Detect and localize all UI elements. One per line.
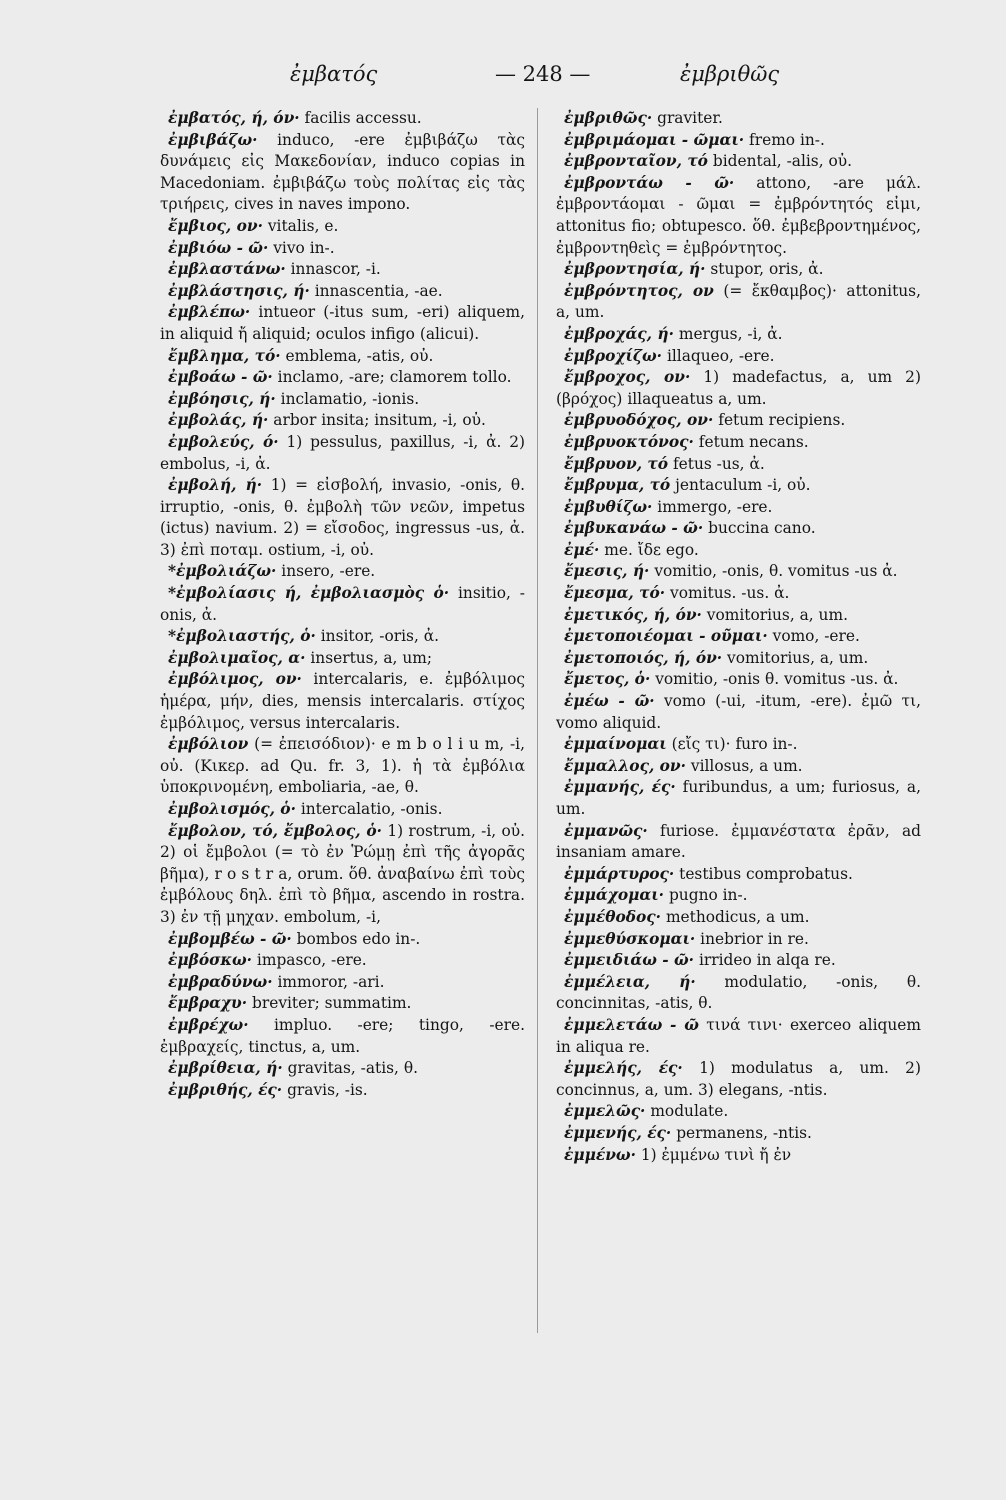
dictionary-entry [556, 583, 921, 605]
entry-definition: immoror, -ari. [277, 972, 385, 991]
entry-headword: ἐμβόλιμος, ον· [168, 670, 302, 689]
dictionary-entry [556, 1058, 921, 1101]
dictionary-entry [556, 454, 921, 476]
dictionary-entry [556, 410, 921, 432]
entry-definition: vitalis, e. [267, 216, 339, 235]
entry-definition: attono, -are μάλ. ἐμβροντάομαι - ῶμαι = ἐμβρόντητός εἰμι, attonitus fio; obtupesco. ὅθ. ἐμβεβροντημένος, ἐμβροντηθεὶς = ἐμβρόντητος. [556, 173, 921, 257]
entry-definition: fetum necans. [698, 432, 809, 451]
entry-headword: ἔμετος, ὁ· [564, 670, 651, 689]
entry-headword: ἐμβροχίζω· [564, 346, 663, 365]
entry-definition: testibus comprobatus. [679, 864, 853, 883]
entry-definition: (= ἐπεισόδιον)· e m b o l i u m, -i, οὐ. (Κικερ. ad Qu. fr. 3, 1). ἡ τὰ ἐμβόλια ὑποκρινομένη, emboliaria, -ae, θ. [160, 735, 525, 797]
entry-definition: vivo in-. [273, 238, 335, 257]
entry-definition: buccina cano. [708, 519, 816, 538]
entry-headword: ἐμβλάστησις, ή· [168, 281, 310, 300]
dictionary-entry [160, 238, 525, 260]
dictionary-entry [556, 885, 921, 907]
entry-headword: ἐμετοποιέομαι - οῦμαι· [564, 627, 768, 646]
entry-definition: impasco, -ere. [256, 951, 367, 970]
dictionary-entry [556, 821, 921, 864]
entry-definition: modulatio, -onis, θ. concinnitas, -atis, θ. [556, 972, 921, 1013]
dictionary-entry [556, 1123, 921, 1145]
entry-headword: ἐμβροντησία, ή· [564, 260, 706, 279]
column-divider [537, 108, 538, 1333]
entry-definition: 1) madefactus, a, um 2) (βρόχος) illaqueatus a, um. [556, 368, 921, 408]
entry-definition: furibundus, a um; furiosus, a, um. [556, 778, 921, 818]
entry-headword: ἐμμειδιάω - ῶ· [564, 951, 695, 970]
dictionary-entry [556, 907, 921, 929]
entry-definition: 1) modulatus a, um. 2) concinnus, a, um. 3) elegans, -ntis. [556, 1059, 921, 1099]
entry-headword: ἐμβατός, ή, όν· [168, 109, 300, 127]
dictionary-entry [160, 130, 525, 216]
dictionary-entry [556, 324, 921, 346]
entry-definition: innascor, -i. [290, 260, 381, 279]
page-header [150, 62, 920, 96]
dictionary-entry [160, 929, 525, 951]
dictionary-entry [160, 432, 525, 475]
dictionary-entry [556, 497, 921, 519]
entry-headword: ἐμβραδύνω· [168, 972, 273, 991]
entry-headword: ἐμβρυοδόχος, ον· [564, 411, 714, 430]
dictionary-entry [556, 950, 921, 972]
entry-headword: ἐμβόησις, ή· [168, 389, 276, 408]
entry-headword: ἔμβρυον, τό [564, 454, 669, 473]
entry-headword: ἐμετοποιός, ή, όν· [564, 648, 723, 667]
entry-definition: modulate. [650, 1102, 729, 1121]
entry-headword: ἔμβλημα, τό· [168, 346, 281, 365]
dictionary-entry [556, 281, 921, 324]
entry-headword: ἐμβυθίζω· [564, 497, 653, 516]
entry-definition: vomitorius, a, um. [727, 648, 869, 667]
entry-definition: insitor, -oris, ἀ. [320, 627, 440, 646]
entry-definition: emblema, -atis, οὐ. [285, 346, 434, 365]
entry-definition: facilis accessu. [304, 109, 422, 127]
entry-definition: 1) rostrum, -i, οὐ. 2) οἱ ἔμβολοι (= τὸ ἐν Ῥώμῃ ἐπὶ τῆς ἀγορᾶς βῆμα), r o s t r a, orum. ὅθ. ἀναβαίνω ἐπὶ τοὺς ἐμβόλους δηλ. ἐπὶ τὸ βῆμα, ascendo in rostra. 3) ἐν τῇ μηχαν. embolum, -i, [160, 821, 525, 926]
entry-definition: induco, -ere ἐμβιβάζω τὰς δυνάμεις εἰς Μακεδονίαν, induco copias in Macedoniam. ἐμβιβάζω τοὺς πολίτας εἰς τὰς τριήρεις, cives in naves impono. [160, 130, 525, 214]
dictionary-entry [160, 302, 525, 345]
dictionary-entry [160, 346, 525, 368]
entry-definition: bombos edo in-. [296, 929, 421, 948]
entry-definition: insero, -ere. [281, 562, 376, 581]
header-right-headword: ἐμβριθῶς [680, 62, 780, 86]
entry-headword: ἐμβριθῶς· [564, 109, 653, 127]
dictionary-entry [556, 864, 921, 886]
dictionary-entry [556, 756, 921, 778]
entry-definition: arbor insita; insitum, -i, οὐ. [273, 411, 486, 430]
entry-definition: insitio, -onis, ἀ. [160, 584, 525, 624]
entry-headword: ἐμβρόντητος, ον [564, 281, 714, 300]
entry-definition: 1) pessulus, paxillus, -i, ἀ. 2) embolus, -i, ἀ. [160, 432, 525, 473]
entry-headword: ἐμβόλιον [168, 735, 249, 754]
entry-definition: permanens, -ntis. [676, 1123, 812, 1142]
entry-headword: ἐμμένω· [564, 1145, 636, 1164]
dictionary-entry [556, 259, 921, 281]
dictionary-entry [556, 1145, 921, 1167]
entry-headword: ἐμβρονταῖον, τό [564, 152, 708, 171]
entry-headword: ἐμβολεύς, ό· [168, 432, 279, 451]
entry-headword: ἔμβιος, ον· [168, 216, 263, 235]
dictionary-entry [160, 410, 525, 432]
entry-headword: ἐμμεθύσκομαι· [564, 929, 696, 948]
entry-headword: ἐμβριθής, ές· [168, 1080, 283, 1099]
dictionary-entry [160, 583, 525, 626]
dictionary-entry [160, 1015, 525, 1058]
entry-headword: ἐμβολάς, ή· [168, 411, 269, 430]
entry-definition: fetum recipiens. [718, 411, 846, 430]
entry-headword: ἐμμελῶς· [564, 1102, 646, 1121]
entry-definition: innascentia, -ae. [314, 281, 443, 300]
dictionary-entry [160, 648, 525, 670]
entry-headword: ἐμβλέπω· [168, 303, 251, 322]
entry-headword: ἐμβρίθεια, ή· [168, 1059, 283, 1078]
entry-definition: graviter. [657, 109, 723, 127]
entry-definition: vomo, -ere. [772, 627, 860, 646]
page-number: — 248 — [495, 62, 591, 86]
entry-headword: ἐμμανής, ές· [564, 778, 676, 797]
entry-headword: ἔμβολον, τό, ἔμβολος, ὁ· [168, 821, 382, 840]
dictionary-entry [556, 777, 921, 820]
dictionary-entry [556, 432, 921, 454]
entry-definition: immergo, -ere. [657, 497, 773, 516]
entry-definition: inclamatio, -ionis. [280, 389, 420, 408]
entry-headword: ἔμεσις, ή· [564, 562, 650, 581]
left-column [160, 108, 525, 1101]
entry-definition: irrideo in alqa re. [698, 951, 836, 970]
dictionary-entry [556, 929, 921, 951]
header-left-headword: ἐμβατός [290, 62, 378, 86]
dictionary-entry [160, 950, 525, 972]
entry-definition: vomitio, -onis θ. vomitus -us. ἀ. [655, 670, 899, 689]
dictionary-entry [160, 561, 525, 583]
entry-headword: *ἐμβολίασις ή, ἐμβολιασμὸς ὁ· [168, 584, 450, 603]
dictionary-entry [556, 1015, 921, 1058]
entry-headword: ἐμμάρτυρος· [564, 864, 675, 883]
entry-headword: ἐμβολή, ή· [168, 476, 263, 495]
entry-definition: villosus, a um. [690, 756, 803, 775]
entry-definition: vomitio, -onis, θ. vomitus -us ἀ. [654, 562, 898, 581]
entry-definition: bidental, -alis, οὐ. [712, 152, 852, 171]
dictionary-entry [160, 669, 525, 734]
entry-definition: illaqueo, -ere. [666, 346, 775, 365]
entry-headword: ἐμβοάω - ῶ· [168, 368, 273, 387]
right-column [556, 108, 921, 1166]
entry-definition: gravitas, -atis, θ. [287, 1059, 418, 1078]
dictionary-entry [556, 1101, 921, 1123]
entry-definition: inebrior in re. [700, 929, 809, 948]
entry-headword: ἐμμαίνομαι [564, 735, 667, 754]
dictionary-entry [556, 130, 921, 152]
entry-headword: ἐμέ· [564, 540, 600, 559]
dictionary-entry [556, 648, 921, 670]
entry-headword: ἐμβριμάομαι - ῶμαι· [564, 130, 745, 149]
entry-headword: ἐμμάχομαι· [564, 886, 665, 905]
entry-definition: τινά τινι· exerceo aliquem in aliqua re. [556, 1015, 921, 1056]
entry-headword: ἔμεσμα, τό· [564, 584, 666, 603]
entry-headword: ἐμμέθοδος· [564, 907, 662, 926]
dictionary-entry [556, 151, 921, 173]
dictionary-entry [160, 1080, 525, 1102]
dictionary-entry [556, 561, 921, 583]
entry-definition: methodicus, a um. [665, 907, 810, 926]
entry-headword: ἔμβροχος, ον· [564, 368, 691, 387]
entry-definition: fremo in-. [749, 130, 825, 149]
entry-definition: breviter; summatim. [252, 994, 412, 1013]
entry-headword: ἐμμανῶς· [564, 821, 648, 840]
entry-headword: ἐμβροχάς, ή· [564, 324, 674, 343]
dictionary-entry [556, 734, 921, 756]
entry-headword: ἐμετικός, ή, όν· [564, 605, 702, 624]
dictionary-entry [160, 993, 525, 1015]
entry-definition: jentaculum -i, οὐ. [675, 476, 811, 495]
entry-definition: intercalaris, e. ἐμβόλιμος ἡμέρα, μήν, dies, mensis intercalaris. στίχος ἐμβόλιμος, versus intercalaris. [160, 670, 525, 732]
entry-definition: 1) = εἰσβολή, invasio, -onis, θ. irruptio, -onis, θ. ἐμβολὴ τῶν νεῶν, impetus (ictus) navium. 2) = εἴσοδος, ingressus -us, ἀ. 3) ἐπὶ ποταμ. ostium, -i, οὐ. [160, 476, 525, 559]
dictionary-entry [160, 389, 525, 411]
entry-definition: (εἴς τι)· furo in-. [671, 735, 798, 754]
entry-headword: ἐμμελετάω - ῶ [564, 1015, 699, 1034]
dictionary-entry [160, 799, 525, 821]
entry-headword: ἐμβόσκω· [168, 951, 253, 970]
dictionary-entry [160, 108, 525, 130]
entry-definition: pugno in-. [668, 886, 748, 905]
entry-headword: *ἐμβολιαστής, ὁ· [168, 627, 316, 646]
dictionary-entry [556, 540, 921, 562]
entry-headword: ἐμμέλεια, ή· [564, 972, 696, 991]
entry-headword: ἐμμενής, ές· [564, 1123, 672, 1142]
dictionary-entry [160, 281, 525, 303]
dictionary-entry [556, 173, 921, 259]
entry-definition: intueor (-itus sum, -eri) aliquem, in aliquid ἤ aliquid; oculos infigo (alicui). [160, 303, 525, 343]
entry-definition: gravis, -is. [287, 1080, 368, 1099]
entry-headword: ἐμβροντάω - ῶ· [564, 173, 735, 192]
entry-definition: vomo (-ui, -itum, -ere). ἐμῶ τι, vomo aliquid. [556, 692, 921, 732]
entry-headword: ἐμβυκανάω - ῶ· [564, 519, 704, 538]
entry-headword: ἔμμαλλος, ον· [564, 756, 686, 775]
dictionary-entry [556, 605, 921, 627]
entry-headword: ἔμβραχυ· [168, 994, 248, 1013]
entry-definition: vomitorius, a, um. [706, 605, 848, 624]
entry-headword: ἐμμελής, ές· [564, 1059, 683, 1078]
entry-headword: ἐμβλαστάνω· [168, 260, 286, 279]
entry-definition: intercalatio, -onis. [300, 800, 443, 818]
entry-definition: me. ἴδε ego. [604, 540, 699, 559]
entry-headword: ἐμέω - ῶ· [564, 692, 655, 711]
entry-headword: ἐμβρέχω· [168, 1015, 249, 1034]
entry-definition: 1) ἐμμένω τινὶ ἤ ἐν [640, 1145, 792, 1164]
dictionary-entry [160, 626, 525, 648]
entry-definition: (= ἔκθαμβος)· attonitus, a, um. [556, 281, 921, 322]
dictionary-entry [556, 346, 921, 368]
dictionary-entry [160, 1058, 525, 1080]
entry-headword: ἐμβιβάζω· [168, 130, 258, 149]
entry-definition: vomitus. -us. ἀ. [670, 584, 790, 603]
entry-definition: furiose. ἐμμανέστατα ἐρᾶν, ad insaniam amare. [556, 821, 921, 862]
entry-headword: ἐμβρυοκτόνος· [564, 432, 694, 451]
dictionary-entry [160, 367, 525, 389]
dictionary-entry [556, 669, 921, 691]
dictionary-entry [556, 626, 921, 648]
dictionary-entry [556, 475, 921, 497]
entry-headword: *ἐμβολιάζω· [168, 562, 277, 581]
entry-definition: fetus -us, ἀ. [672, 454, 765, 473]
dictionary-entry [556, 518, 921, 540]
dictionary-entry [160, 734, 525, 799]
entry-headword: ἐμβιόω - ῶ· [168, 238, 269, 257]
entry-definition: impluo. -ere; tingo, -ere. ἐμβραχείς, tinctus, a, um. [160, 1015, 525, 1056]
entry-definition: insertus, a, um; [310, 648, 433, 667]
dictionary-entry [160, 972, 525, 994]
dictionary-entry [556, 972, 921, 1015]
entry-headword: ἐμβομβέω - ῶ· [168, 929, 292, 948]
dictionary-entry [160, 821, 525, 929]
dictionary-entry [160, 216, 525, 238]
entry-definition: inclamo, -are; clamorem tollo. [277, 368, 512, 387]
entry-headword: ἐμβολιμαῖος, α· [168, 648, 306, 667]
entry-headword: ἔμβρυμα, τό [564, 476, 671, 495]
entry-definition: mergus, -i, ἀ. [678, 324, 783, 343]
dictionary-entry [556, 108, 921, 130]
entry-headword: ἐμβολισμός, ὁ· [168, 800, 296, 818]
dictionary-entry [556, 367, 921, 410]
dictionary-entry [556, 691, 921, 734]
entry-definition: stupor, oris, ἀ. [710, 260, 824, 279]
dictionary-entry [160, 259, 525, 281]
dictionary-entry [160, 475, 525, 561]
